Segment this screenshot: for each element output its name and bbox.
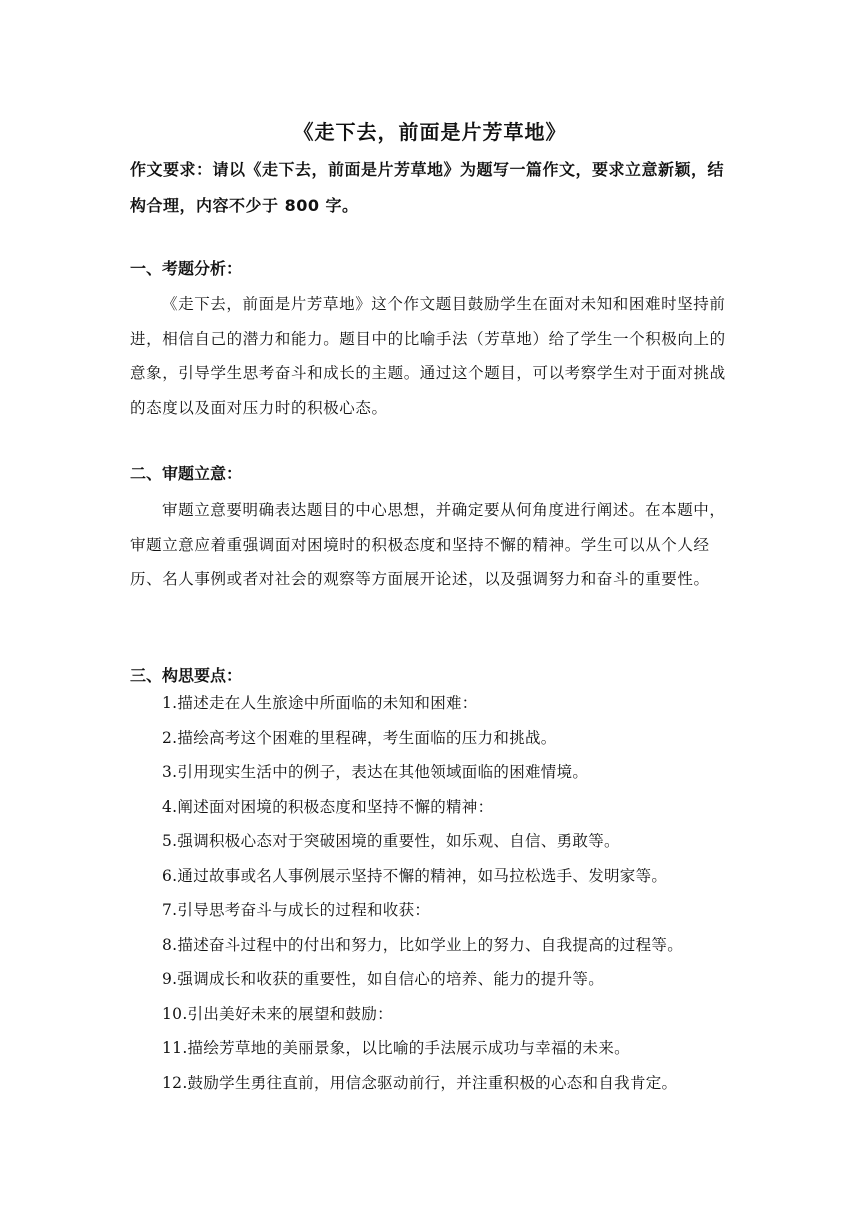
section-heading-analysis: 一、考题分析：	[130, 259, 243, 278]
list-item: 5.强调积极心态对于突破困境的重要性，如乐观、自信、勇敢等。	[162, 832, 620, 850]
list-item: 4.阐述面对困境的积极态度和坚持不懈的精神：	[162, 797, 494, 816]
list-item: 12.鼓励学生勇往直前，用信念驱动前行，并注重积极的心态和自我肯定。	[162, 1073, 678, 1092]
list-item: 9.强调成长和收获的重要性，如自信心的培养、能力的提升等。	[162, 970, 604, 988]
list-item: 8.描述奋斗过程中的付出和努力，比如学业上的努力、自我提高的过程等。	[162, 935, 683, 954]
list-item: 10.引出美好未来的展望和鼓励：	[162, 1004, 393, 1023]
section-heading-intent: 二、审题立意：	[130, 464, 243, 483]
list-item: 11.描绘芳草地的美丽景象，以比喻的手法展示成功与幸福的未来。	[162, 1039, 630, 1057]
list-item: 7.引导思考奋斗与成长的过程和收获：	[162, 901, 431, 919]
document-title: 《走下去，前面是片芳草地》	[293, 120, 567, 144]
list-item: 1.描述走在人生旅途中所面临的未知和困难：	[162, 694, 478, 712]
list-item: 6.通过故事或名人事例展示坚持不懈的精神，如马拉松选手、发明家等。	[162, 866, 668, 885]
list-item: 2.描绘高考这个困难的里程碑，考生面临的压力和挑战。	[162, 728, 557, 747]
list-item: 3.引用现实生活中的例子，表达在其他领域面临的困难情境。	[162, 763, 589, 781]
idea-points-list	[162, 686, 742, 1100]
section-body-analysis: 《走下去，前面是片芳草地》这个作文题目鼓励学生在面对未知和困难时坚持前进，相信自己的潜力和能力。题目中的比喻手法（芳草地）给了学生一个积极向上的意象，引导学生思考奋斗和成长的主题。通过这个题目，可以考察学生对于面对挑战的态度以及面对压力时的积极心态。	[130, 295, 726, 417]
section-heading-ideas: 三、构思要点：	[130, 666, 243, 685]
essay-requirement: 作文要求：请以《走下去，前面是片芳草地》为题写一篇作文，要求立意新颖，结构合理，内容不少于 800 字。	[130, 160, 725, 215]
section-body-intent: 审题立意要明确表达题目的中心思想，并确定要从何角度进行阐述。在本题中，审题立意应着重强调面对困境时的积极态度和坚持不懈的精神。学生可以从个人经历、名人事例或者对社会的观察等方面展开论述，以及强调努力和奋斗的重要性。	[130, 501, 726, 588]
